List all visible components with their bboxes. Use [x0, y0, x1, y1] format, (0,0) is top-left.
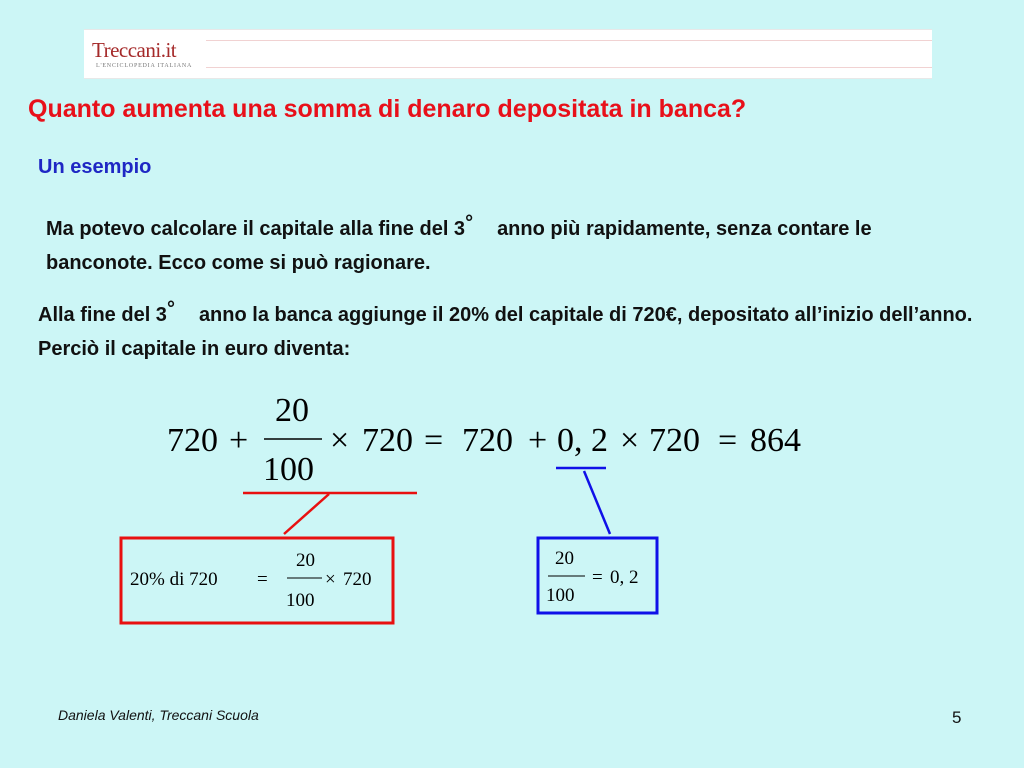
degree-symbol: ° [166, 298, 175, 320]
eq-term-720: 720 [362, 422, 413, 459]
degree-symbol: ° [465, 212, 474, 234]
eq-plus: + [229, 422, 249, 459]
red-box-denominator: 100 [286, 590, 315, 611]
paragraph-2-end: anno la banca aggiunge il 20% del capitale di 720€, depositato all’inizio dell’anno. Perciò il capitale in euro diventa: [38, 304, 973, 360]
eq-equals: = [718, 422, 738, 459]
blue-connector [584, 471, 610, 534]
paragraph-2-start: Alla fine del 3 [38, 304, 167, 326]
eq-term-720: 720 [167, 422, 218, 459]
eq-times: × [330, 422, 350, 459]
footer-author: Daniela Valenti, Treccani Scuola [58, 707, 259, 723]
eq-term-720: 720 [462, 422, 513, 459]
eq-times: × [620, 422, 640, 459]
page-number: 5 [952, 708, 962, 727]
eq-plus: + [528, 422, 548, 459]
red-box-equals: = [257, 569, 268, 590]
main-equation [167, 392, 801, 488]
paragraph-1-start: Ma potevo calcolare il capitale alla fine del 3 [46, 218, 466, 240]
red-box-lhs: 20% di 720 [130, 569, 218, 590]
logo-tagline: L'ENCICLOPEDIA ITALIANA [96, 63, 193, 69]
paragraph-1-end: anno più rapidamente, senza contare le banconote. Ecco come si può ragionare. [46, 218, 872, 274]
eq-equals: = [424, 422, 444, 459]
eq-fraction-denominator: 100 [263, 451, 314, 488]
eq-decimal: 0, 2 [557, 422, 608, 459]
slide-title: Quanto aumenta una somma di denaro depositata in banca? [28, 95, 747, 123]
blue-box-numerator: 20 [555, 548, 574, 569]
blue-box-result: 0, 2 [610, 567, 639, 588]
eq-term-720: 720 [649, 422, 700, 459]
logo-brand: Treccani.it [92, 38, 177, 62]
slide-subtitle: Un esempio [38, 156, 152, 178]
red-box-times: × [325, 569, 336, 590]
blue-box-equals: = [592, 567, 603, 588]
eq-fraction-numerator: 20 [275, 392, 309, 429]
blue-box-denominator: 100 [546, 585, 575, 606]
red-box-factor: 720 [343, 569, 372, 590]
red-connector [284, 494, 329, 534]
eq-result: 864 [750, 422, 801, 459]
red-box-formula [130, 550, 372, 611]
blue-box-formula [546, 548, 639, 606]
red-box-numerator: 20 [296, 550, 315, 571]
